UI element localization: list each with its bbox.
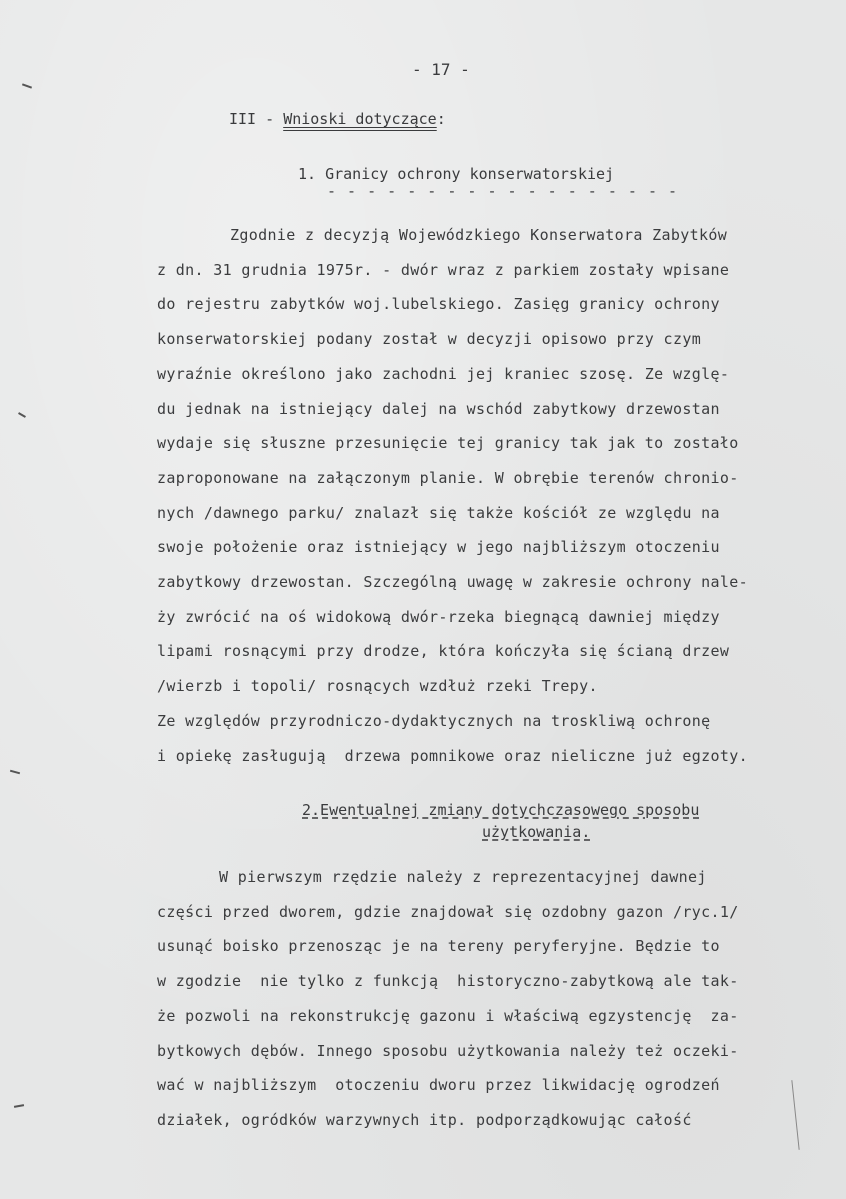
text-line: zaproponowane na załączonym planie. W obrębie terenów chronio-: [157, 468, 739, 487]
text-line: W pierwszym rzędzie należy z reprezentacyjnej dawnej: [219, 868, 707, 886]
text-line: że pozwoli na rekonstrukcję gazonu i właściwą egzystencję za-: [157, 1006, 739, 1025]
text-line: w zgodzie nie tylko z funkcją historyczno-zabytkową ale tak-: [157, 972, 739, 991]
text-line: du jednak na istniejący dalej na wschód zabytkowy drzewostan: [157, 399, 720, 418]
heading-prefix: III -: [229, 110, 284, 128]
text-line: wyraźnie określono jako zachodni jej kraniec szosę. Ze wzglę-: [157, 364, 730, 383]
page-number: - 17 -: [412, 60, 470, 79]
text-line: swoje położenie oraz istniejący w jego najbliższym otoczeniu: [157, 538, 720, 557]
heading-title: Wnioski dotyczące: [283, 110, 437, 128]
section-heading: [229, 110, 446, 128]
subsection-1-underline: - - - - - - - - - - - - - - - - - -: [327, 182, 679, 200]
text-line: nych /dawnego parku/ znalazł się także kościół ze względu na: [157, 503, 720, 522]
text-line: /wierzb i topoli/ rosnących wzdłuż rzeki Trepy.: [157, 677, 598, 696]
text-line: działek, ogródków warzywnych itp. podporządkowując całość: [157, 1110, 692, 1129]
text-line: z dn. 31 grudnia 1975r. - dwór wraz z parkiem zostały wpisane: [157, 260, 730, 279]
text-line: usunąć boisko przenosząc je na tereny peryferyjne. Będzie to: [157, 937, 720, 956]
text-line: bytkowych dębów. Innego sposobu użytkowania należy też oczeki-: [157, 1041, 739, 1060]
subsection-2-heading-line1: 2.Ewentualnej zmiany dotychczasowego sposobu: [302, 801, 700, 819]
subsection-1-title: Granicy ochrony konserwatorskiej: [325, 165, 615, 183]
text-line: Zgodnie z decyzją Wojewódzkiego Konserwatora Zabytków: [230, 226, 728, 244]
text-line: lipami rosnącymi przy drodze, która kończyła się ścianą drzew: [157, 642, 730, 661]
margin-mark: [18, 412, 26, 418]
subsection-1-number: 1.: [298, 165, 326, 183]
subsection-2-heading-line2: użytkowania.: [482, 823, 591, 841]
subsection-1-heading: [298, 165, 614, 183]
heading-colon: :: [436, 110, 446, 128]
text-line: części przed dworem, gdzie znajdował się ozdobny gazon /ryc.1/: [157, 902, 739, 921]
text-line: wać w najbliższym otoczeniu dworu przez likwidację ogrodzeń: [157, 1076, 720, 1095]
text-line: zabytkowy drzewostan. Szczególną uwagę w zakresie ochrony nale-: [157, 573, 748, 591]
text-line: konserwatorskiej podany został w decyzji opisowo przy czym: [157, 330, 702, 349]
margin-mark: [10, 770, 20, 775]
text-line: i opiekę zasługują drzewa pomnikowe oraz nieliczne już egzoty.: [157, 746, 748, 765]
margin-mark: [14, 1104, 24, 1108]
text-line: ży zwrócić na oś widokową dwór-rzeka biegnącą dawniej między: [157, 607, 720, 626]
text-line: wydaje się słuszne przesunięcie tej granicy tak jak to zostało: [157, 434, 739, 453]
pencil-mark: [791, 1080, 799, 1150]
text-line: Ze względów przyrodniczo-dydaktycznych na troskliwą ochronę: [157, 711, 711, 730]
margin-mark: [22, 83, 32, 88]
text-line: do rejestru zabytków woj.lubelskiego. Zasięg granicy ochrony: [157, 295, 720, 314]
